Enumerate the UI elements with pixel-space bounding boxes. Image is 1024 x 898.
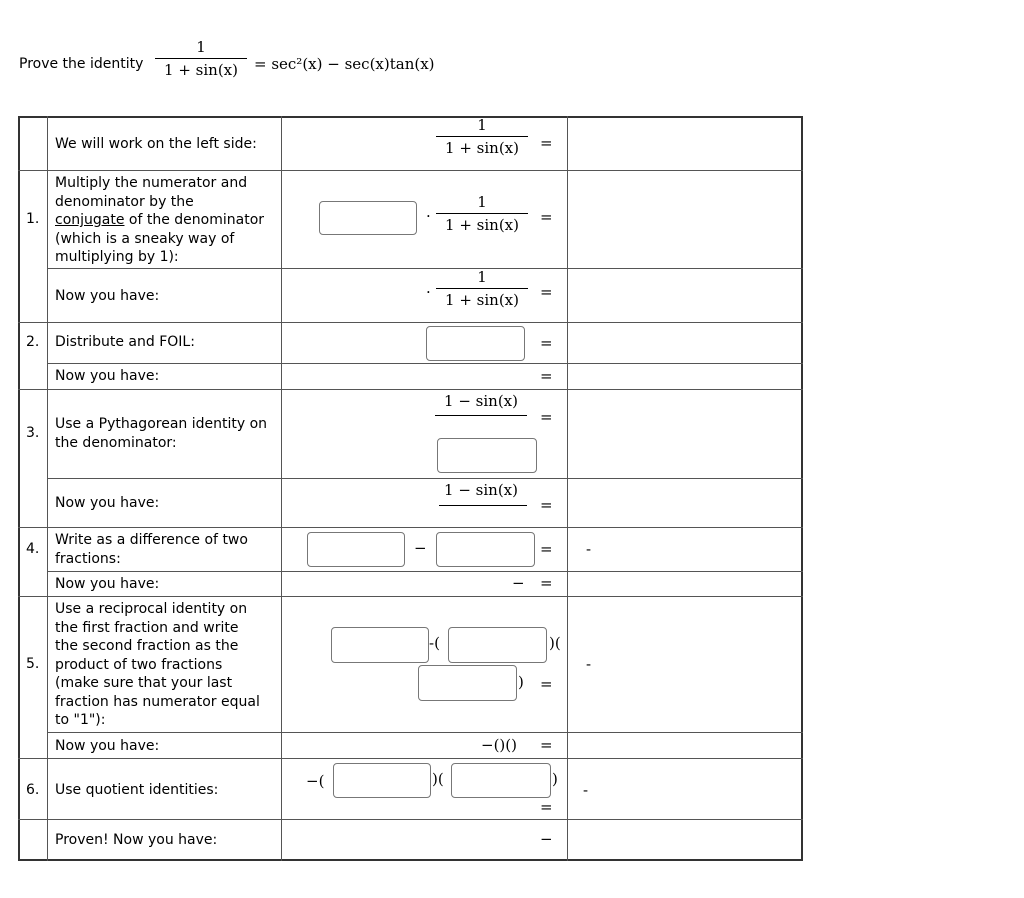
row5h-instruction: Now you have: — [55, 738, 160, 754]
row5-input-2[interactable] — [448, 627, 547, 663]
row3-line2: the denominator: — [55, 434, 177, 451]
row1-line5: multiplying by 1): — [55, 249, 179, 265]
row6-close: ) — [552, 770, 558, 788]
row4-line2: fractions: — [55, 550, 121, 567]
row1-line2: denominator by the — [55, 193, 194, 210]
row5-input-1[interactable] — [331, 627, 429, 663]
row1-line1: Multiply the numerator and — [55, 175, 248, 191]
row5h-expr: −()() — [481, 736, 517, 754]
row2-number: 2. — [26, 334, 40, 350]
row1-eq: = — [540, 208, 553, 226]
row4-input-2[interactable] — [436, 532, 535, 567]
row6-sep: )( — [432, 770, 444, 788]
row1-line3 — [55, 211, 264, 230]
header-numerator: 1 — [196, 38, 206, 56]
conjugate-link[interactable]: conjugate — [55, 212, 125, 228]
row2h-instruction: Now you have: — [55, 368, 160, 384]
row6-eq: = — [540, 798, 553, 816]
row4-minus: − — [414, 539, 427, 557]
prompt-text: Prove the identity — [19, 56, 144, 72]
header-rhs: = sec²(x) − sec(x)tan(x) — [254, 55, 435, 73]
row3h-instruction: Now you have: — [55, 495, 160, 511]
row4h-expr: − — [512, 574, 525, 592]
row5-close: ) — [518, 673, 524, 691]
row2-eq: = — [540, 334, 553, 352]
row5-line4: product of two fractions — [55, 656, 223, 673]
row1h-fraction — [436, 268, 528, 309]
row3-number: 3. — [26, 425, 40, 441]
row0-fraction — [436, 116, 528, 157]
row6-input-1[interactable] — [333, 763, 431, 798]
row5-line3: the second fraction as the — [55, 638, 239, 654]
row0-eq: = — [540, 134, 553, 152]
row3h-fraction-bar — [439, 505, 527, 506]
row6-instruction: Use quotient identities: — [55, 782, 219, 798]
row5-sep2: )( — [549, 634, 561, 652]
row3-denominator-input[interactable] — [437, 438, 537, 473]
row1-line4: (which is a sneaky way of — [55, 230, 235, 247]
row5-input-3[interactable] — [418, 665, 517, 701]
header-fraction — [155, 38, 247, 79]
row1-number: 1. — [26, 211, 40, 227]
row4-input-1[interactable] — [307, 532, 405, 567]
row1h-eq: = — [540, 283, 553, 301]
row5-eq: = — [540, 675, 553, 693]
row5-instruction — [55, 600, 260, 730]
header-denominator: 1 + sin(x) — [155, 58, 247, 79]
row5h-eq: = — [540, 736, 553, 754]
row3-eq: = — [540, 408, 553, 426]
row1-fraction — [436, 193, 528, 234]
row3h-eq: = — [540, 496, 553, 514]
row6-open: −( — [306, 772, 325, 790]
row6-tail: - — [583, 781, 589, 799]
row5-number: 5. — [26, 656, 40, 672]
row3-line1: Use a Pythagorean identity on — [55, 416, 268, 432]
row4-eq: = — [540, 540, 553, 558]
row4h-eq: = — [540, 574, 553, 592]
row2-instruction: Distribute and FOIL: — [55, 334, 195, 350]
row3-instruction — [55, 415, 267, 452]
row5-sep1: -( — [429, 634, 440, 652]
row1h-den: 1 + sin(x) — [436, 288, 528, 309]
row3-num: 1 − sin(x) — [444, 392, 518, 410]
row1-input[interactable] — [319, 201, 417, 235]
row1h-dot: · — [426, 283, 431, 301]
row1-line3b: of the denominator — [124, 212, 265, 228]
row6-input-2[interactable] — [451, 763, 551, 798]
row2-input[interactable] — [426, 326, 525, 361]
row4-line1: Write as a difference of two — [55, 532, 248, 548]
row3-fraction-bar — [435, 415, 527, 416]
row0-instruction: We will work on the left side: — [55, 136, 257, 152]
row7-expr: − — [540, 830, 553, 848]
row7-instruction: Proven! Now you have: — [55, 832, 218, 848]
row4-tail: - — [586, 540, 592, 558]
row0-den: 1 + sin(x) — [436, 136, 528, 157]
row4-instruction — [55, 531, 248, 568]
row1-den: 1 + sin(x) — [436, 213, 528, 234]
row5-line2: the first fraction and write — [55, 619, 239, 636]
row1-num: 1 — [477, 193, 487, 211]
row1h-num: 1 — [477, 268, 487, 286]
row6-number: 6. — [26, 782, 40, 798]
row5-tail: - — [586, 655, 592, 673]
row5-line6: fraction has numerator equal — [55, 693, 260, 710]
row5-line5: (make sure that your last — [55, 675, 233, 691]
row1-instruction — [55, 174, 264, 267]
row5-line7: to "1"): — [55, 712, 106, 728]
row3h-num: 1 − sin(x) — [444, 481, 518, 499]
row1-dot: · — [426, 207, 431, 225]
row5-line1: Use a reciprocal identity on — [55, 601, 248, 617]
row4h-instruction: Now you have: — [55, 576, 160, 592]
row1h-instruction: Now you have: — [55, 288, 160, 304]
row0-num: 1 — [477, 116, 487, 134]
row4-number: 4. — [26, 541, 40, 557]
row2h-eq: = — [540, 367, 553, 385]
